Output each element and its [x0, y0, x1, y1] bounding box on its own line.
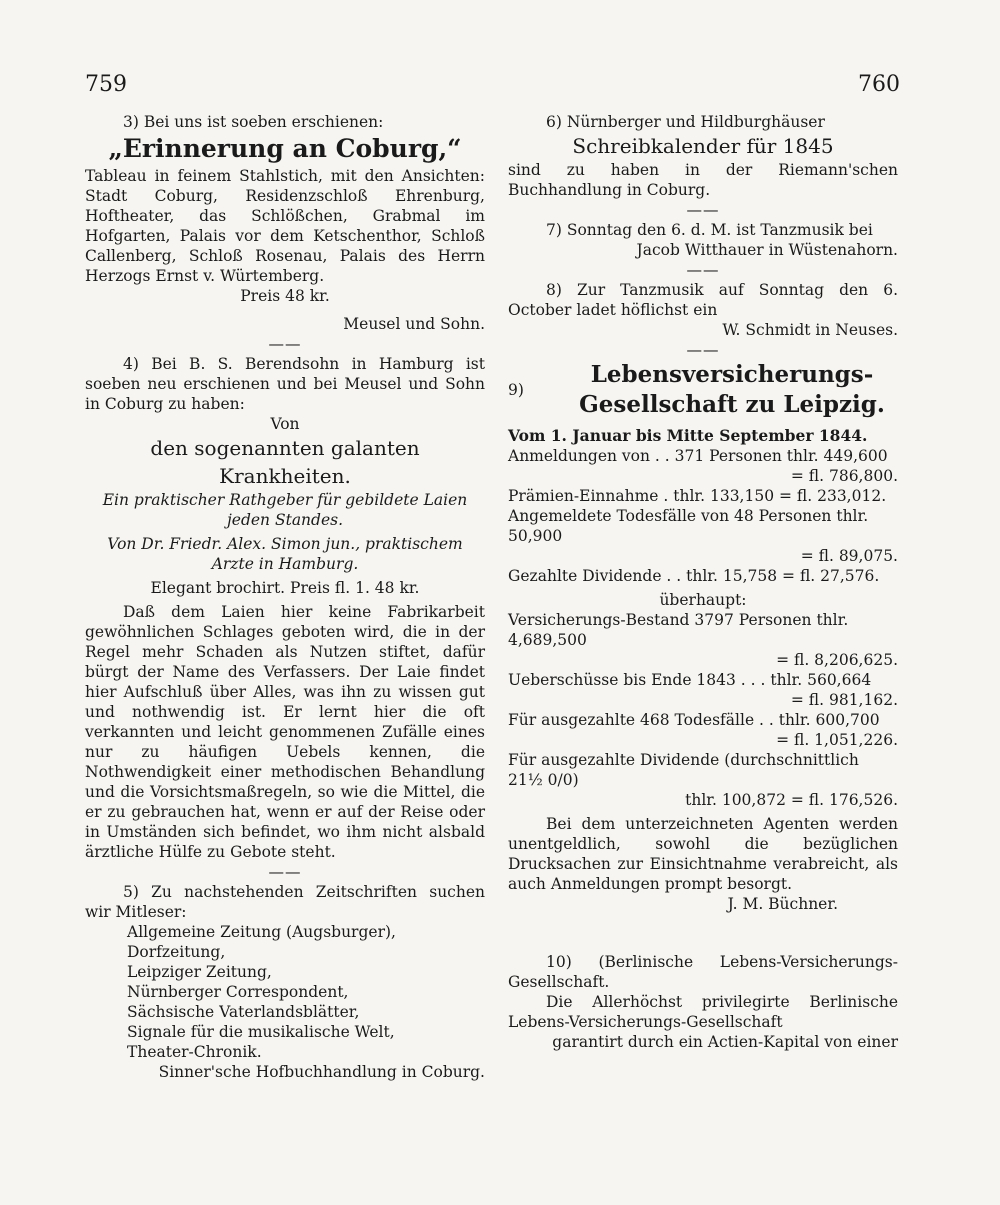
- ad6-line2: Schreibkalender für 1845: [572, 134, 834, 158]
- ad10-intro: 10) (Berlinische Lebens-Versicherungs-Gesellschaft.: [508, 953, 898, 991]
- list-item: Theater-Chronik.: [127, 1043, 262, 1061]
- stat-label: Versicherungs-Bestand 3797 Personen thlr. 4,689,500: [508, 611, 849, 649]
- stat-label: Ueberschüsse bis Ende 1843 . . . thlr. 560,664: [508, 671, 872, 689]
- advertisement-8: [508, 280, 898, 340]
- advertisement-7: [508, 220, 898, 260]
- ad7-line2: Jacob Witthauer in Wüstenahorn.: [636, 241, 898, 259]
- ad9-body: Bei dem unterzeichneten Agenten werden unentgeldlich, sowohl die bezüglichen Drucksachen zur Einsichtnahme verabreicht, als auch Anmeldungen prompt besorgt.: [508, 815, 898, 893]
- right-column: [508, 112, 898, 1052]
- stat-value: = fl. 981,162.: [790, 691, 898, 709]
- advertisement-4: [85, 354, 485, 862]
- stat-value: = fl. 1,051,226.: [776, 731, 898, 749]
- advertisement-5: [85, 882, 485, 1082]
- ad9-stats-table: [508, 446, 898, 586]
- list-item: Dorfzeitung,: [127, 943, 226, 961]
- list-item: Signale für die musikalische Welt,: [127, 1023, 395, 1041]
- ad3-title: „Erinnerung an Coburg,“: [108, 134, 462, 163]
- separator: ——: [686, 261, 720, 279]
- ad9-period: Vom 1. Januar bis Mitte September 1844.: [508, 426, 868, 445]
- stat-label: Anmeldungen von . . 371 Personen thlr. 449,600: [508, 447, 888, 465]
- left-column: [85, 112, 485, 1082]
- separator: ——: [268, 863, 302, 881]
- ad9-header: [508, 360, 898, 420]
- list-item: Allgemeine Zeitung (Augsburger),: [127, 923, 396, 941]
- ad4-subtitle: Ein praktischer Rathgeber für gebildete Laien jeden Standes.: [102, 491, 468, 529]
- stat-label: Gezahlte Dividende . . thlr. 15,758 = fl. 27,576.: [508, 567, 880, 585]
- ad10-body1: Die Allerhöchst privilegirte Berlinische Lebens-Versicherungs-Gesellschaft: [508, 993, 898, 1031]
- list-item: Leipziger Zeitung,: [127, 963, 272, 981]
- stat-value: thlr. 100,872 = fl. 176,526.: [685, 791, 898, 809]
- ad9-overall: überhaupt:: [659, 591, 747, 609]
- advertisement-6: [508, 112, 898, 200]
- ad4-title: den sogenannten galanten Krankheiten.: [150, 436, 420, 488]
- advertisement-9: [508, 360, 898, 914]
- stat-label: Für ausgezahlte Dividende (durchschnittlich 21½ 0/0): [508, 751, 859, 789]
- ad9-signature: J. M. Büchner.: [727, 895, 838, 913]
- ad8-signature: W. Schmidt in Neuses.: [722, 321, 898, 339]
- stat-label: Prämien-Einnahme . thlr. 133,150 = fl. 233,012.: [508, 487, 887, 505]
- ad9-overall-table: [508, 610, 898, 810]
- ad6-body: sind zu haben in der Riemann'schen Buchhandlung in Coburg.: [508, 161, 898, 199]
- stat-value: = fl. 786,800.: [790, 467, 898, 485]
- advertisement-10: [508, 952, 898, 1052]
- ad5-intro: 5) Zu nachstehenden Zeitschriften suchen wir Mitleser:: [85, 883, 485, 921]
- separator: ——: [268, 335, 302, 353]
- ad4-body: Daß dem Laien hier keine Fabrikarbeit gewöhnlichen Schlages geboten wird, die in der Regel mehr Schaden als Nutzen stiftet, dafür bürgt der Name des Verfassers. Der Laie findet hier Aufschluß über Alles, was ihn zu wissen gut und nothwendig ist. Er lernt hier die oft verkannten und leicht genommenen Zufälle eines nur zu häufigen Uebels kennen, die Nothwendigkeit einer methodischen Behandlung und die Vorsichtsmaßregeln, so wie die Mittel, die er zu gebrauchen hat, wenn er auf der Reise oder in Umständen sich befindet, wo ihm nicht alsbald ärztliche Hülfe zu Gebote steht.: [85, 603, 485, 861]
- list-item: Sächsische Vaterlandsblätter,: [127, 1003, 360, 1021]
- journal-list: [85, 922, 485, 1062]
- ad9-number: 9): [508, 381, 524, 399]
- stat-value: = fl. 8,206,625.: [776, 651, 898, 669]
- list-item: Nürnberger Correspondent,: [127, 983, 349, 1001]
- ad5-signature: Sinner'sche Hofbuchhandlung in Coburg.: [158, 1063, 485, 1081]
- ad8-line1: 8) Zur Tanzmusik auf Sonntag den 6. October ladet höflichst ein: [508, 281, 898, 319]
- ad3-price: Preis 48 kr.: [240, 287, 330, 305]
- separator: ——: [686, 341, 720, 359]
- stat-label: Angemeldete Todesfälle von 48 Personen thlr. 50,900: [508, 507, 869, 545]
- separator: ——: [686, 201, 720, 219]
- ad4-price: Elegant brochirt. Preis fl. 1. 48 kr.: [150, 579, 420, 597]
- advertisement-3: [85, 112, 485, 334]
- stat-label: Für ausgezahlte 468 Todesfälle . . thlr. 600,700: [508, 711, 880, 729]
- ad10-body2: garantirt durch ein Actien-Kapital von einer: [552, 1033, 898, 1051]
- ad4-von: Von: [270, 415, 300, 433]
- ad4-intro: 4) Bei B. S. Berendsohn in Hamburg ist soeben neu erschienen und bei Meusel und Sohn in Coburg zu haben:: [85, 355, 485, 413]
- page-number-right: 760: [858, 72, 900, 97]
- ad3-intro: 3) Bei uns ist soeben erschienen:: [123, 113, 384, 131]
- ad9-title: Lebensversicherungs-Gesellschaft zu Leipzig.: [579, 361, 885, 418]
- ad3-body: Tableau in feinem Stahlstich, mit den Ansichten: Stadt Coburg, Residenzschloß Ehrenburg, Hoftheater, das Schlößchen, Grabmal im Hofgarten, Palais vor dem Ketschenthor, Schloß Callenberg, Schloß Rosenau, Palais des Herrn Herzogs Ernst v. Würtemberg.: [85, 167, 485, 285]
- ad6-line1: 6) Nürnberger und Hildburghäuser: [546, 113, 825, 131]
- ad3-signature: Meusel und Sohn.: [343, 315, 485, 333]
- page-number-left: 759: [85, 72, 127, 97]
- stat-value: = fl. 89,075.: [800, 547, 898, 565]
- ad4-author: Von Dr. Friedr. Alex. Simon jun., praktischem Arzte in Hamburg.: [107, 535, 463, 573]
- ad7-line1: 7) Sonntag den 6. d. M. ist Tanzmusik bei: [546, 221, 873, 239]
